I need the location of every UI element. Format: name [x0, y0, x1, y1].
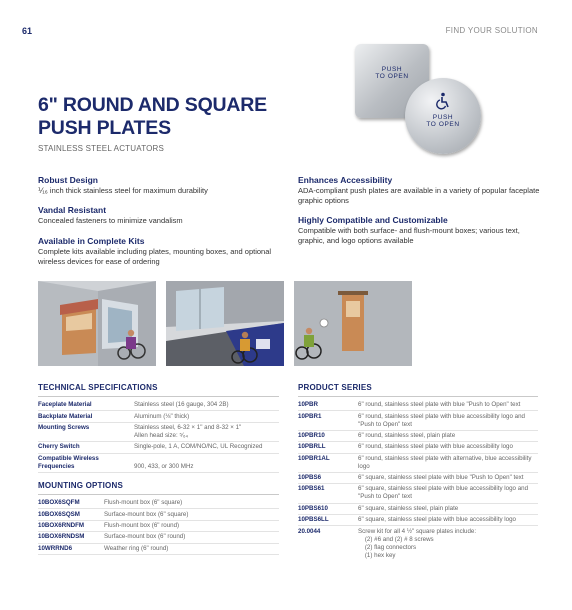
table-row — [38, 520, 279, 531]
table-row — [38, 400, 279, 411]
feature-heading: Available in Complete Kits — [38, 236, 145, 246]
table-row — [298, 411, 538, 430]
part-number: 10BOX6SQSM — [38, 509, 104, 520]
divider — [298, 396, 538, 397]
table-row — [38, 498, 279, 509]
part-number: 10PBR1AL — [298, 453, 358, 472]
part-description: 6" square, stainless steel plate with blue accessibility logo — [358, 515, 538, 526]
feature-heading: Highly Compatible and Customizable — [298, 215, 448, 225]
wall-plate-illustration — [294, 281, 412, 366]
table-row — [298, 400, 538, 411]
part-description: 6" square, stainless steel plate with blue accessibility logo and "Push to Open" text — [358, 484, 538, 503]
feature-text: ADA-compliant push plates are available in a variety of popular faceplate graphic options — [298, 186, 540, 205]
table-row — [38, 543, 279, 554]
spec-key: Mounting Screws — [38, 422, 134, 441]
feature-highly-compatible — [298, 215, 543, 246]
part-description: 6" round, stainless steel plate with alternative, blue accessibility logo — [358, 453, 538, 472]
feature-enhances-accessibility — [298, 175, 543, 206]
part-number: 10PBR10 — [298, 430, 358, 441]
feature-text: Complete kits available including plates, mounting boxes, and optional wireless devices for ease of ordering — [38, 247, 272, 266]
part-description: 6" square, stainless steel plate with blue "Push to Open" text — [358, 472, 538, 483]
part-description: Surface-mount box (6" square) — [104, 509, 279, 520]
table-row — [38, 509, 279, 520]
feature-heading: Robust Design — [38, 175, 98, 185]
technical-specifications-table — [38, 400, 279, 473]
feature-complete-kits — [38, 236, 288, 267]
table-row — [298, 515, 538, 526]
square-plate-text: PUSH TO OPEN — [375, 66, 409, 80]
spec-key: Faceplate Material — [38, 400, 134, 411]
part-number: 10BOX6RNDFM — [38, 520, 104, 531]
feature-robust-design — [38, 175, 288, 196]
product-series-heading: PRODUCT SERIES — [298, 383, 372, 392]
part-number: 10PBS610 — [298, 503, 358, 514]
feature-heading: Enhances Accessibility — [298, 175, 393, 185]
table-row — [298, 430, 538, 441]
part-number: 20.0044 — [298, 527, 321, 535]
part-number: 10WRRND6 — [38, 543, 104, 554]
spec-key: Backplate Material — [38, 411, 134, 422]
spec-value: Stainless steel, 6-32 × 1" and 8-32 × 1" Allen head size: ⁵⁄₆₄ — [134, 422, 279, 441]
feature-text: ⅟₁₆ inch thick stainless steel for maximum durability — [38, 186, 208, 195]
table-row — [38, 411, 279, 422]
technical-specifications-heading: TECHNICAL SPECIFICATIONS — [38, 383, 158, 392]
table-row — [298, 472, 538, 483]
spec-value: Stainless steel (16 gauge, 304 2B) — [134, 400, 279, 411]
feature-text: Concealed fasteners to minimize vandalism — [38, 216, 183, 225]
part-description: Screw kit for all 4 ½" square plates include: (2) #6 and (2) # 8 screws (2) flag connectors (1) hex key — [358, 527, 477, 559]
part-number: 10PBS6LL — [298, 515, 358, 526]
page-title — [38, 94, 298, 140]
spec-value: Single-pole, 1 A, COM/NO/NC, UL Recognized — [134, 442, 279, 453]
table-row — [298, 442, 538, 453]
title-line: PUSH PLATES — [38, 117, 171, 139]
part-description: 6" round, stainless steel plate with blue accessibility logo — [358, 442, 538, 453]
mounting-options-heading: MOUNTING OPTIONS — [38, 481, 123, 490]
part-number: 10PBR — [298, 400, 358, 411]
part-description: 6" square, stainless steel, plain plate — [358, 503, 538, 514]
sliding-door-illustration — [166, 281, 284, 366]
page-subtitle: STAINLESS STEEL ACTUATORS — [38, 144, 165, 153]
part-number: 10BOX6RNDSM — [38, 532, 104, 543]
spec-key: Cherry Switch — [38, 442, 134, 453]
table-row — [38, 532, 279, 543]
part-description: 6" round, stainless steel plate with blue accessibility logo and "Push to Open" text — [358, 411, 538, 430]
spec-key: Compatible Wireless Frequencies — [38, 453, 134, 472]
table-row — [298, 484, 538, 503]
door-entry-illustration — [38, 281, 156, 366]
part-description: Flush-mount box (6" round) — [104, 520, 279, 531]
part-number: 10PBS61 — [298, 484, 358, 503]
mounting-options-table — [38, 498, 279, 555]
round-plate-text: PUSH TO OPEN — [426, 114, 460, 128]
part-number: 10PBRLL — [298, 442, 358, 453]
spec-value: 900, 433, or 300 MHz — [134, 453, 279, 472]
round-push-plate — [405, 78, 481, 154]
spec-value: Aluminum (⅛" thick) — [134, 411, 279, 422]
table-row — [38, 422, 279, 441]
page-number: 61 — [22, 26, 33, 36]
table-row — [298, 526, 538, 561]
part-number: 10BOX6SQFM — [38, 498, 104, 509]
table-row — [298, 503, 538, 514]
section-label: FIND YOUR SOLUTION — [445, 26, 538, 35]
feature-text: Compatible with both surface- and flush-mount boxes; various text, graphic, and logo options available — [298, 226, 520, 245]
part-number: 10PBR1 — [298, 411, 358, 430]
part-number: 10PBS6 — [298, 472, 358, 483]
part-description: 6" round, stainless steel plate with blue "Push to Open" text — [358, 400, 538, 411]
part-description: 6" round, stainless steel, plain plate — [358, 430, 538, 441]
wheelchair-accessibility-icon — [434, 92, 452, 110]
divider — [38, 396, 279, 397]
table-row — [38, 453, 279, 472]
feature-vandal-resistant — [38, 205, 288, 226]
divider — [38, 494, 279, 495]
part-description: Flush-mount box (6" square) — [104, 498, 279, 509]
part-description: Weather ring (6" round) — [104, 543, 279, 554]
product-series-table — [298, 400, 538, 561]
feature-heading: Vandal Resistant — [38, 205, 107, 215]
part-description: Surface-mount box (6" round) — [104, 532, 279, 543]
table-row — [38, 442, 279, 453]
table-row — [298, 453, 538, 472]
title-line: 6" ROUND AND SQUARE — [38, 94, 267, 116]
